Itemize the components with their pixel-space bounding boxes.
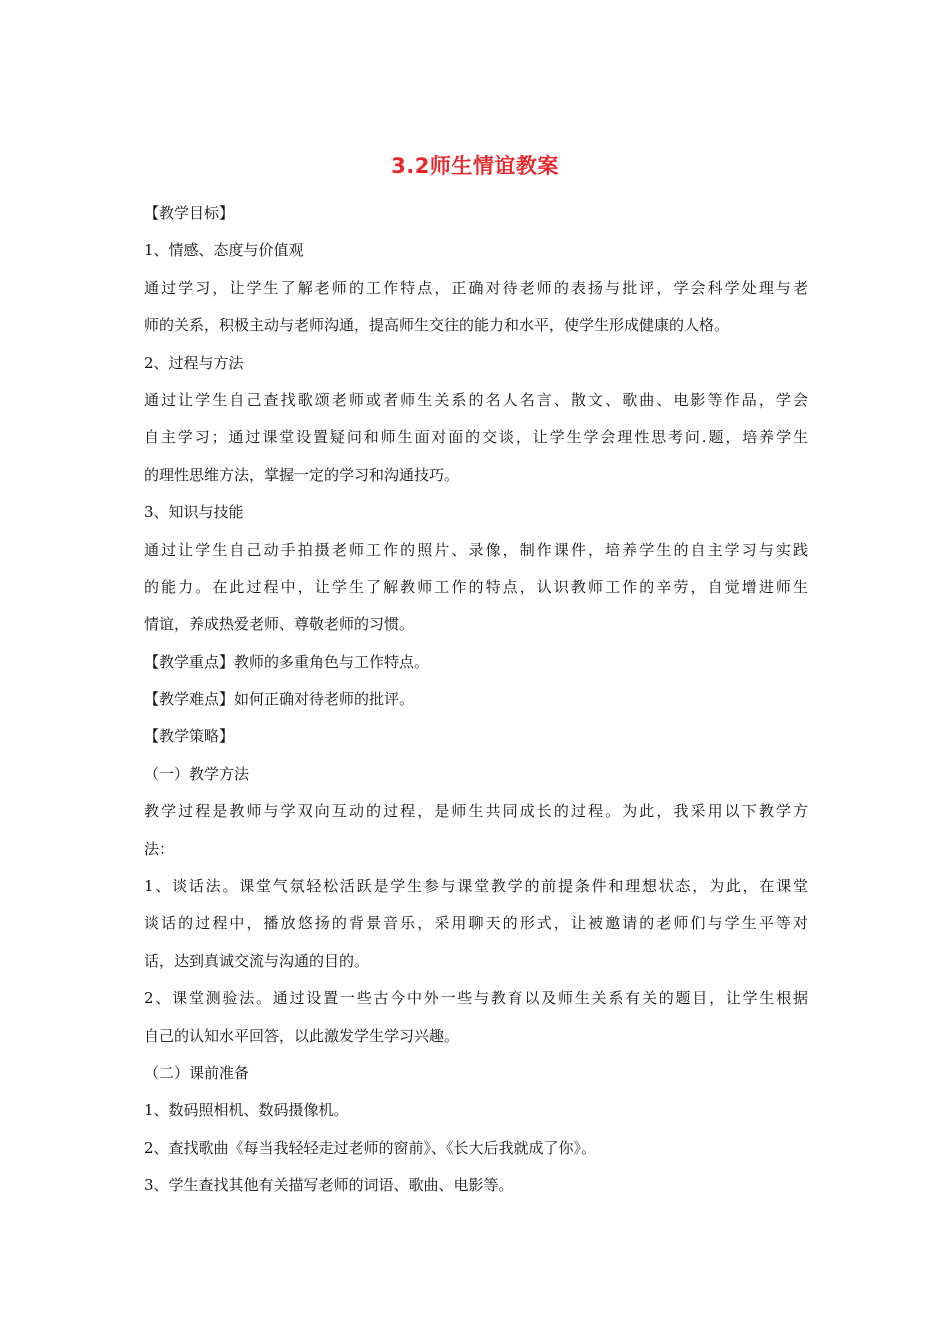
text-line: 1、谈话法。课堂气氛轻松活跃是学生参与课堂教学的前提条件和理想状态，为此，在课堂 bbox=[144, 877, 808, 896]
text-line: 的能力。在此过程中，让学生了解教师工作的特点，认识教师工作的辛劳，自觉增进师生 bbox=[144, 577, 808, 596]
text-line: 法： bbox=[144, 839, 175, 858]
text-line: 【教学重点】教师的多重角色与工作特点。 bbox=[144, 652, 430, 671]
document-body bbox=[144, 201, 808, 1211]
text-line: 3、学生查找其他有关描写老师的词语、歌曲、电影等。 bbox=[144, 1176, 514, 1195]
text-line: （一）教学方法 bbox=[144, 764, 250, 783]
text-line: 2、课堂测验法。通过设置一些古今中外一些与教育以及师生关系有关的题目，让学生根据 bbox=[144, 989, 808, 1008]
text-line: 3、知识与技能 bbox=[144, 503, 244, 522]
text-line: 【教学难点】如何正确对待老师的批评。 bbox=[144, 690, 415, 709]
text-line: 谈话的过程中，播放悠扬的背景音乐，采用聊天的形式，让被邀请的老师们与学生平等对 bbox=[144, 914, 808, 933]
text-line: 2、过程与方法 bbox=[144, 353, 244, 372]
text-line: 师的关系，积极主动与老师沟通，提高师生交往的能力和水平，使学生形成健康的人格。 bbox=[144, 316, 730, 335]
text-line: 1、数码照相机、数码摄像机。 bbox=[144, 1101, 349, 1120]
text-line: 【教学目标】 bbox=[144, 204, 235, 222]
text-line: 自主学习；通过课堂设置疑问和师生面对面的交谈，让学生学会理性思考问.题，培养学生 bbox=[144, 428, 808, 447]
text-line: 的理性思维方法，掌握一定的学习和沟通技巧。 bbox=[144, 465, 460, 484]
text-line: 话，达到真诚交流与沟通的目的。 bbox=[144, 951, 370, 970]
document-title: 3.2师生情谊教案 bbox=[391, 154, 559, 178]
text-line: （二）课前准备 bbox=[144, 1063, 250, 1082]
text-line: 情谊，养成热爱老师、尊敬老师的习惯。 bbox=[144, 615, 415, 634]
text-line: 自己的认知水平回答，以此激发学生学习兴趣。 bbox=[144, 1026, 460, 1045]
text-line: 2、查找歌曲《每当我轻轻走过老师的窗前》、《长大后我就成了你》。 bbox=[144, 1138, 597, 1157]
text-line: 通过学习，让学生了解老师的工作特点，正确对待老师的表扬与批评，学会科学处理与老 bbox=[144, 278, 808, 297]
text-line: 通过让学生自己查找歌颂老师或者师生关系的名人名言、散文、歌曲、电影等作品，学会 bbox=[144, 390, 808, 409]
text-line: 【教学策略】 bbox=[144, 727, 235, 746]
text-line: 通过让学生自己动手拍摄老师工作的照片、录像，制作课件，培养学生的自主学习与实践 bbox=[144, 540, 808, 559]
text-line: 1、情感、态度与价值观 bbox=[144, 241, 304, 260]
text-line: 教学过程是教师与学双向互动的过程，是师生共同成长的过程。为此，我采用以下教学方 bbox=[144, 802, 808, 821]
